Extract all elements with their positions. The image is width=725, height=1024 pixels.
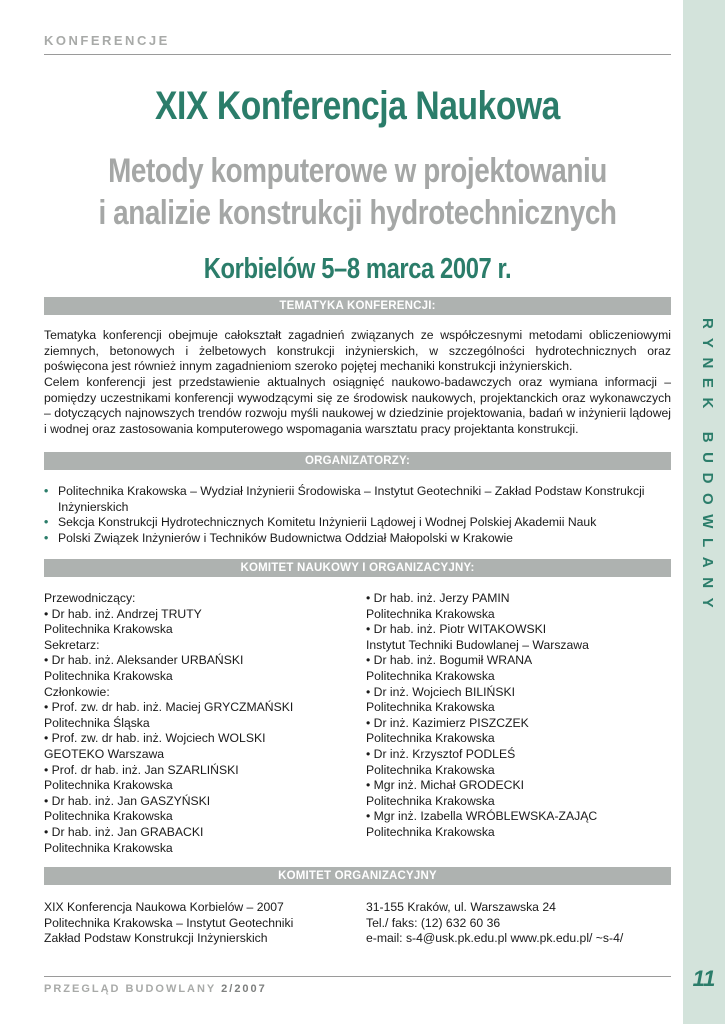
- issue-number: 2/2007: [221, 983, 267, 995]
- list-item: Politechnika Krakowska: [44, 840, 173, 855]
- list-item: Politechnika Krakowska: [366, 668, 495, 683]
- list-item: Przewodniczący:: [44, 591, 136, 605]
- bottom-divider: [44, 976, 671, 977]
- organizer-name: Politechnika Krakowska – Wydział Inżynierii Środowiska – Instytut Geotechniki – Zakład Podstaw Konstrukcji Inżynierskich: [58, 484, 645, 514]
- bullet-icon: •: [44, 515, 49, 530]
- list-item: • Dr hab. inż. Bogumił WRANA: [366, 653, 533, 668]
- komitet-naukowy-left-column: [44, 591, 293, 856]
- subtitle-line-2: i analizie konstrukcji hydrotechnicznych: [98, 194, 617, 232]
- list-item: Politechnika Krakowska: [366, 824, 495, 839]
- page-subtitle: [89, 150, 626, 234]
- list-item: Zakład Podstaw Konstrukcji Inżynierskich: [44, 931, 268, 946]
- list-item: Politechnika Krakowska: [366, 700, 495, 715]
- side-label: RYNEK BUDOWLANY: [699, 318, 716, 618]
- komitet-organizacyjny-right-column: [366, 900, 623, 947]
- list-item: • Prof. zw. dr hab. inż. Maciej GRYCZMAŃSKI: [44, 700, 294, 715]
- top-divider: [44, 54, 671, 55]
- page-number: 11: [692, 966, 716, 991]
- list-item: [44, 531, 671, 547]
- komitet-organizacyjny-heading: KOMITET ORGANIZACYJNY: [44, 867, 671, 885]
- list-item: Politechnika Krakowska: [44, 778, 173, 793]
- list-item: Politechnika Krakowska: [44, 622, 173, 637]
- list-item: GEOTEKO Warszawa: [44, 746, 165, 761]
- bullet-icon: •: [44, 484, 49, 498]
- list-item: Politechnika Krakowska: [366, 762, 495, 777]
- publication-footer: [44, 983, 267, 995]
- conference-date: Korbielów 5–8 marca 2007 r.: [203, 253, 512, 285]
- list-item: • Dr inż. Kazimierz PISZCZEK: [366, 715, 529, 730]
- page-title: XIX Konferencja Naukowa: [155, 84, 560, 128]
- list-item: Sekretarz:: [44, 637, 100, 652]
- list-item: • Dr hab. inż. Piotr WITAKOWSKI: [366, 622, 547, 637]
- list-item: • Prof. dr hab. inż. Jan SZARLIŃSKI: [44, 762, 239, 777]
- list-item: • Dr hab. inż. Jan GASZYŃSKI: [44, 793, 211, 808]
- komitet-naukowy-right-column: [366, 591, 597, 841]
- list-item: Politechnika Krakowska: [366, 731, 495, 746]
- list-item: Politechnika Krakowska: [44, 809, 173, 824]
- publication-name: PRZEGLĄD BUDOWLANY: [44, 983, 217, 995]
- list-item: Politechnika Krakowska: [366, 793, 495, 808]
- list-item: • Prof. zw. dr hab. inż. Wojciech WOLSKI: [44, 731, 266, 746]
- address-line: 31-155 Kraków, ul. Warszawska 24: [366, 900, 556, 914]
- tematyka-paragraph-2: Celem konferencji jest przedstawienie aktualnych osiągnięć naukowo-badawczych oraz wymiana informacji – pomiędzy uczestnikami konferencji wywodzącymi się ze środowisk naukowych, projektanckich oraz wykonawczych – dotyczących najnowszych trendów rozwoju myśli naukowej w dziedzinie projektowania, badań w inżynierii lądowej i wodnej oraz zastosowania komputerowego wspomagania warsztatu pracy projektanta konstrukcji.: [44, 375, 671, 436]
- organizatorzy-list: [44, 484, 671, 546]
- list-item: • Dr inż. Wojciech BILIŃSKI: [366, 684, 515, 699]
- list-item: Instytut Techniki Budowlanej – Warszawa: [366, 637, 589, 652]
- list-item: • Dr hab. inż. Aleksander URBAŃSKI: [44, 653, 244, 668]
- organizatorzy-heading: ORGANIZATORZY:: [44, 452, 671, 470]
- list-item: Politechnika Krakowska: [44, 668, 173, 683]
- organizer-name: Sekcja Konstrukcji Hydrotechnicznych Komitetu Inżynierii Lądowej i Wodnej Polskiej Akademii Nauk: [58, 515, 597, 530]
- komitet-organizacyjny-left-column: [44, 900, 293, 947]
- list-item: [44, 515, 671, 531]
- subtitle-line-1: Metody komputerowe w projektowaniu: [108, 152, 607, 190]
- list-item: • Mgr inż. Izabella WRÓBLEWSKA-ZAJĄC: [366, 809, 598, 824]
- list-item: [44, 484, 671, 515]
- list-item: Politechnika Krakowska: [366, 606, 495, 621]
- section-label: KONFERENCJE: [44, 33, 170, 48]
- list-item: • Dr hab. inż. Andrzej TRUTY: [44, 606, 202, 621]
- list-item: Członkowie:: [44, 684, 110, 699]
- list-item: Politechnika Krakowska – Instytut Geotechniki: [44, 915, 294, 930]
- email-line: e-mail: s-4@usk.pk.edu.pl www.pk.edu.pl/ ~s-4/: [366, 931, 624, 946]
- list-item: • Dr hab. inż. Jan GRABACKI: [44, 824, 204, 839]
- phone-line: Tel./ faks: (12) 632 60 36: [366, 915, 501, 930]
- list-item: • Mgr inż. Michał GRODECKI: [366, 778, 524, 793]
- list-item: Politechnika Śląska: [44, 715, 150, 730]
- organizer-name: Polski Związek Inżynierów i Techników Budownictwa Oddział Małopolski w Krakowie: [58, 530, 513, 545]
- list-item: XIX Konferencja Naukowa Korbielów – 2007: [44, 900, 284, 914]
- list-item: • Dr inż. Krzysztof PODLEŚ: [366, 746, 516, 761]
- tematyka-heading: TEMATYKA KONFERENCJI:: [44, 297, 671, 315]
- bullet-icon: •: [44, 530, 49, 545]
- list-item: • Dr hab. inż. Jerzy PAMIN: [366, 591, 510, 605]
- tematyka-paragraph-1: Tematyka konferencji obejmuje całokształt zagadnień związanych ze współczesnymi metodami obliczeniowymi ziemnych, betonowych i żelbetowych konstrukcji inżynierskich, w szczególności hydrotechnicznych oraz poświęcona jest również innym zagadnieniom szeroko pojętej mechaniki konstrukcji inżynierskich.: [44, 328, 671, 374]
- komitet-naukowy-heading: KOMITET NAUKOWY I ORGANIZACYJNY:: [44, 559, 671, 577]
